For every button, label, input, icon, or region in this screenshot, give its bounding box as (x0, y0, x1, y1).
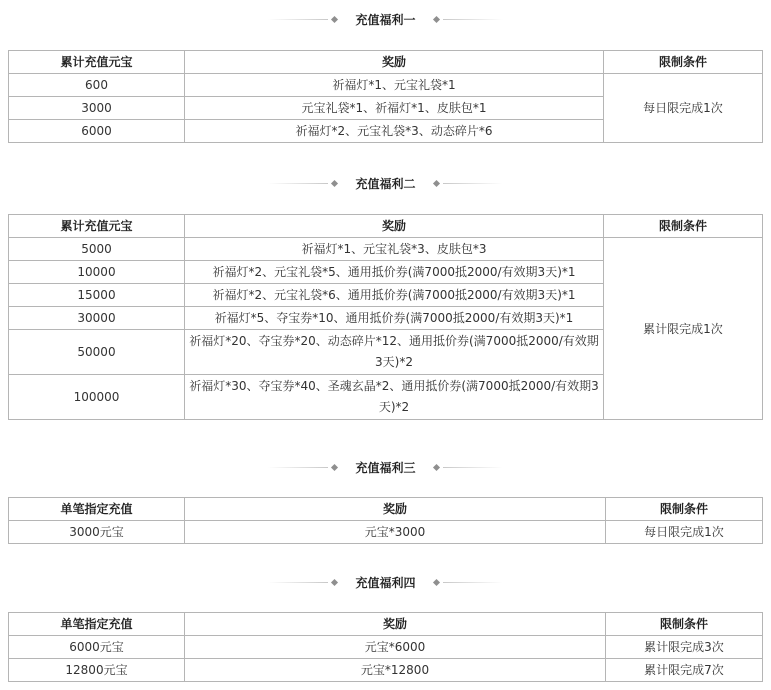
section-title: 充值福利四 (355, 575, 416, 590)
reward-cell: 祈福灯*30、夺宝券*40、圣魂玄晶*2、通用抵价券(满7000抵2000/有效期3天)*2 (185, 375, 604, 420)
diamond-icon (432, 179, 439, 186)
column-header-reward: 奖励 (185, 498, 606, 521)
divider-ornament (430, 181, 503, 186)
amount-cell: 10000 (9, 261, 185, 284)
section-1-heading (0, 11, 771, 27)
column-header-limit: 限制条件 (604, 215, 763, 238)
reward-cell: 元宝礼袋*1、祈福灯*1、皮肤包*1 (185, 97, 604, 120)
column-header-reward: 奖励 (185, 613, 606, 636)
divider-ornament (268, 17, 341, 22)
table-header-row (9, 498, 763, 521)
table-row (9, 659, 763, 682)
amount-cell: 600 (9, 74, 185, 97)
table-row (9, 636, 763, 659)
reward-cell: 祈福灯*1、元宝礼袋*1 (185, 74, 604, 97)
divider-ornament (268, 181, 341, 186)
divider-ornament (430, 580, 503, 585)
diamond-icon (331, 15, 338, 22)
amount-cell: 5000 (9, 238, 185, 261)
amount-cell: 100000 (9, 375, 185, 420)
table-row (9, 74, 763, 97)
diamond-icon (331, 578, 338, 585)
column-header-limit: 限制条件 (606, 498, 763, 521)
section-title: 充值福利二 (355, 176, 416, 191)
table-row (9, 238, 763, 261)
diamond-icon (331, 179, 338, 186)
divider-ornament (430, 17, 503, 22)
diamond-icon (331, 463, 338, 470)
reward-cell: 祈福灯*2、元宝礼袋*6、通用抵价券(满7000抵2000/有效期3天)*1 (185, 284, 604, 307)
amount-cell: 3000元宝 (9, 521, 185, 544)
reward-cell: 祈福灯*2、元宝礼袋*5、通用抵价券(满7000抵2000/有效期3天)*1 (185, 261, 604, 284)
limit-cell: 每日限完成1次 (606, 521, 763, 544)
amount-cell: 6000元宝 (9, 636, 185, 659)
reward-cell: 祈福灯*1、元宝礼袋*3、皮肤包*3 (185, 238, 604, 261)
section-title: 充值福利一 (355, 12, 416, 27)
amount-cell: 15000 (9, 284, 185, 307)
reward-cell: 祈福灯*20、夺宝券*20、动态碎片*12、通用抵价券(满7000抵2000/有效期3天)*2 (185, 330, 604, 375)
section-4-heading (0, 574, 771, 590)
reward-table-1 (8, 50, 763, 143)
reward-cell: 元宝*6000 (185, 636, 606, 659)
column-header-reward: 奖励 (185, 215, 604, 238)
column-header-reward: 奖励 (185, 51, 604, 74)
amount-cell: 6000 (9, 120, 185, 143)
divider-ornament (268, 580, 341, 585)
reward-cell: 祈福灯*5、夺宝券*10、通用抵价券(满7000抵2000/有效期3天)*1 (185, 307, 604, 330)
amount-cell: 50000 (9, 330, 185, 375)
divider-ornament (268, 465, 341, 470)
reward-table-3 (8, 497, 763, 544)
column-header-amount: 单笔指定充值 (9, 498, 185, 521)
reward-table-4 (8, 612, 763, 682)
table-header-row (9, 51, 763, 74)
column-header-amount: 累计充值元宝 (9, 215, 185, 238)
column-header-limit: 限制条件 (606, 613, 763, 636)
section-title: 充值福利三 (355, 460, 416, 475)
table-row (9, 521, 763, 544)
amount-cell: 30000 (9, 307, 185, 330)
diamond-icon (432, 15, 439, 22)
limit-cell: 累计限完成7次 (606, 659, 763, 682)
reward-cell: 元宝*3000 (185, 521, 606, 544)
diamond-icon (432, 578, 439, 585)
limit-cell: 累计限完成1次 (604, 238, 763, 420)
section-3-heading (0, 459, 771, 475)
diamond-icon (432, 463, 439, 470)
column-header-amount: 单笔指定充值 (9, 613, 185, 636)
limit-cell: 每日限完成1次 (604, 74, 763, 143)
reward-table-2 (8, 214, 763, 420)
section-2-heading (0, 175, 771, 191)
amount-cell: 3000 (9, 97, 185, 120)
table-header-row (9, 613, 763, 636)
column-header-limit: 限制条件 (604, 51, 763, 74)
column-header-amount: 累计充值元宝 (9, 51, 185, 74)
table-header-row (9, 215, 763, 238)
amount-cell: 12800元宝 (9, 659, 185, 682)
divider-ornament (430, 465, 503, 470)
reward-cell: 元宝*12800 (185, 659, 606, 682)
reward-cell: 祈福灯*2、元宝礼袋*3、动态碎片*6 (185, 120, 604, 143)
limit-cell: 累计限完成3次 (606, 636, 763, 659)
